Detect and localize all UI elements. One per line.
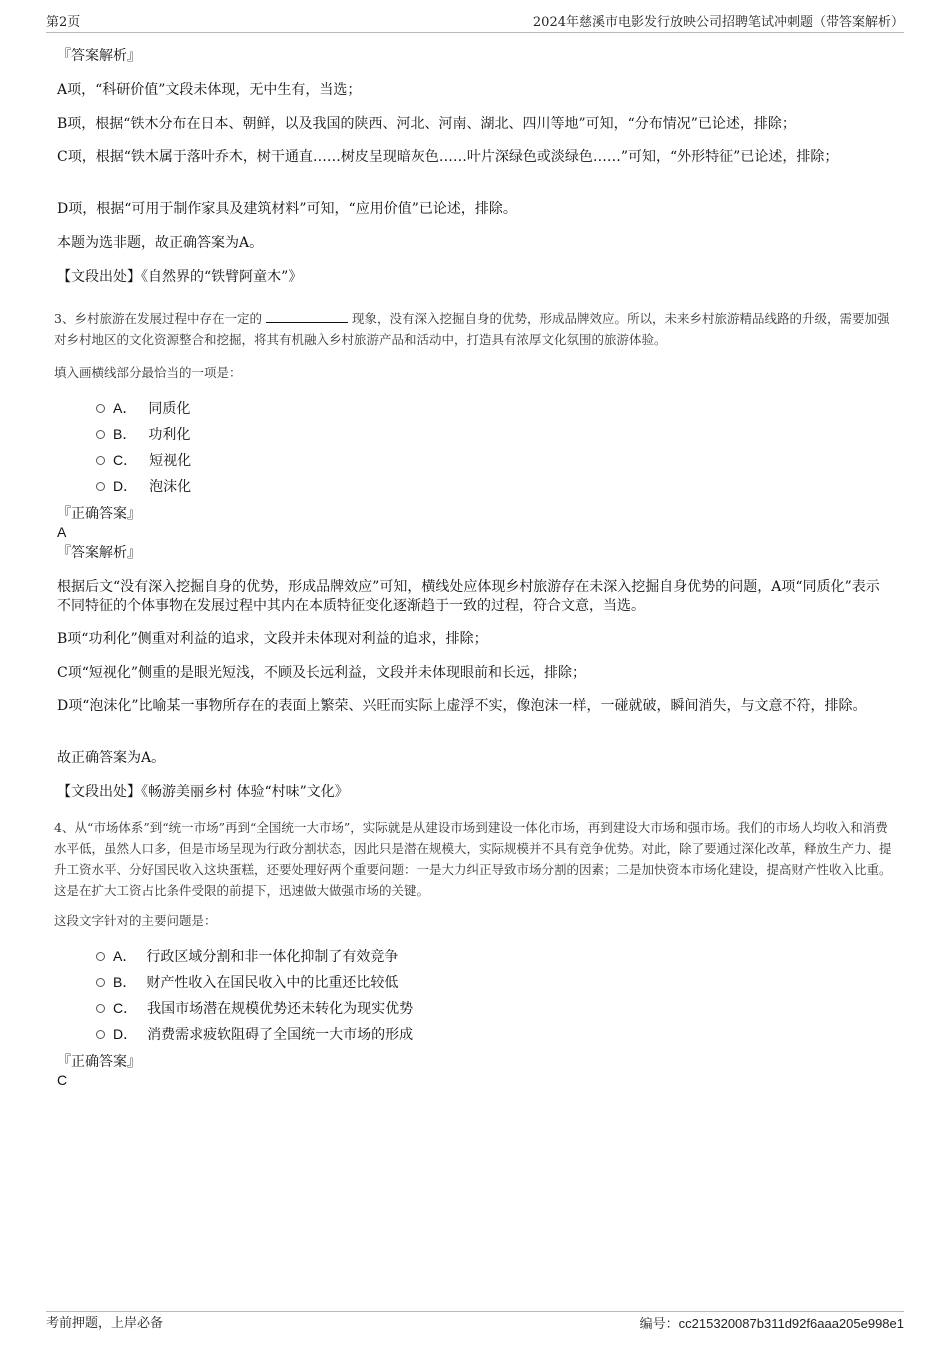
q3-analysis-b: B项“功利化”侧重对利益的追求，文段并未体现对利益的追求，排除； [57,631,488,647]
q2-analysis-a: A项，“科研价值”文段未体现，无中生有，当选； [57,82,362,98]
q3-answer: A [57,524,67,540]
q3-blank [266,310,348,323]
q3-option-c[interactable]: C． 短视化 [96,450,191,471]
page-header [46,14,904,33]
radio-icon[interactable] [96,952,105,961]
q3-option-b[interactable]: B． 功利化 [96,424,190,445]
document-title: 2024年慈溪市电影发行放映公司招聘笔试冲刺题（带答案解析） [532,15,904,30]
q2-analysis-c: C项，根据“铁木属于落叶乔木，树干通直……树皮呈现暗灰色……叶片深绿色或淡绿色……”可知，“外形特征”已论述，排除； [57,149,839,165]
q4-option-c[interactable]: C． 我国市场潜在规模优势还未转化为现实优势 [96,998,413,1019]
q3-stem-after: 现象，没有深入挖掘自身的优势，形成品牌效应。所以，未来乡村旅游精品线路的升级，需要加强对乡村地区的文化资源整合和挖掘，将其有机融入乡村旅游产品和活动中，打造具有浓厚文化氛围的旅游体验。 [54,311,890,347]
q3-conclusion: 故正确答案为A。 [57,750,166,766]
radio-icon[interactable] [96,430,105,439]
q4-stem: 4、从“市场体系”到“统一市场”再到“全国统一大市场”，实际就是从建设市场到建设一体化市场，再到建设大市场和强市场。我们的市场人均收入和消费水平低，虽然人口多，但是市场呈现为行政分割状态，因此只是潜在规模大，实际规模并不具有竞争优势。对此，除了要通过深化改革，释放生产力、提升工资水平、分好国民收入这块蛋糕，还要处理好两个重要问题：一是大力纠正导致市场分割的因素；二是加快资本市场化建设，提高财产性收入比重。这是在扩大工资占比条件受限的前提下，迅速做大做强市场的关键。 [54,820,892,898]
document-code: 编号：cc215320087b311d92f6aaa205e998e1 [639,1316,904,1332]
radio-icon[interactable] [96,1004,105,1013]
radio-icon[interactable] [96,978,105,987]
q2-source: 【文段出处】《自然界的“铁臂阿童木”》 [57,269,303,285]
q3-option-a[interactable]: A． 同质化 [96,398,190,419]
q4-answer: C [57,1072,68,1088]
q4-option-d[interactable]: D． 消费需求疲软阻碍了全国统一大市场的形成 [96,1024,413,1045]
q3-analysis-c: C项“短视化”侧重的是眼光短浅，不顾及长远利益，文段并未体现眼前和长远，排除； [57,665,587,681]
q3-prompt: 填入画横线部分最恰当的一项是： [54,365,242,380]
q2-conclusion: 本题为选非题，故正确答案为A。 [57,235,264,251]
q3-analysis-label: 『答案解析』 [57,545,141,561]
page-number: 第2页 [46,15,81,30]
q4-answer-label: 『正确答案』 [57,1054,141,1070]
radio-icon[interactable] [96,1030,105,1039]
q3-stem-before: 3、乡村旅游在发展过程中存在一定的 [54,311,262,326]
q4-option-b[interactable]: B． 财产性收入在国民收入中的比重还比较低 [96,972,398,993]
footer-slogan: 考前押题，上岸必备 [46,1316,164,1331]
radio-icon[interactable] [96,482,105,491]
q2-analysis-d: D项，根据“可用于制作家具及建筑材料”可知，“应用价值”已论述，排除。 [57,201,517,217]
q3-source: 【文段出处】《畅游美丽乡村 体验“村味”文化》 [57,784,349,800]
q2-analysis-label: 『答案解析』 [57,48,141,64]
q3-answer-label: 『正确答案』 [57,506,141,522]
q4-option-a[interactable]: A． 行政区域分割和非一体化抑制了有效竞争 [96,946,398,967]
q2-analysis-b: B项，根据“铁木分布在日本、朝鲜，以及我国的陕西、河北、河南、湖北、四川等地”可知，“分布情况”已论述，排除； [57,116,796,132]
q4-prompt: 这段文字针对的主要问题是： [54,913,217,928]
q3-analysis-d: D项“泡沫化”比喻某一事物所存在的表面上繁荣、兴旺而实际上虚浮不实，像泡沫一样，一碰就破，瞬间消失，与文意不符，排除。 [57,698,867,714]
q3-option-d[interactable]: D． 泡沫化 [96,476,191,497]
q3-analysis-a: 根据后文“没有深入挖掘自身的优势，形成品牌效应”可知，横线处应体现乡村旅游存在未深入挖掘自身优势的问题，A项“同质化”表示不同特征的个体事物在发展过程中其内在本质特征变化逐渐趋于一致的过程，符合文意，当选。 [57,579,880,614]
q3-stem [54,308,896,350]
radio-icon[interactable] [96,456,105,465]
radio-icon[interactable] [96,404,105,413]
page-footer [46,1311,904,1334]
